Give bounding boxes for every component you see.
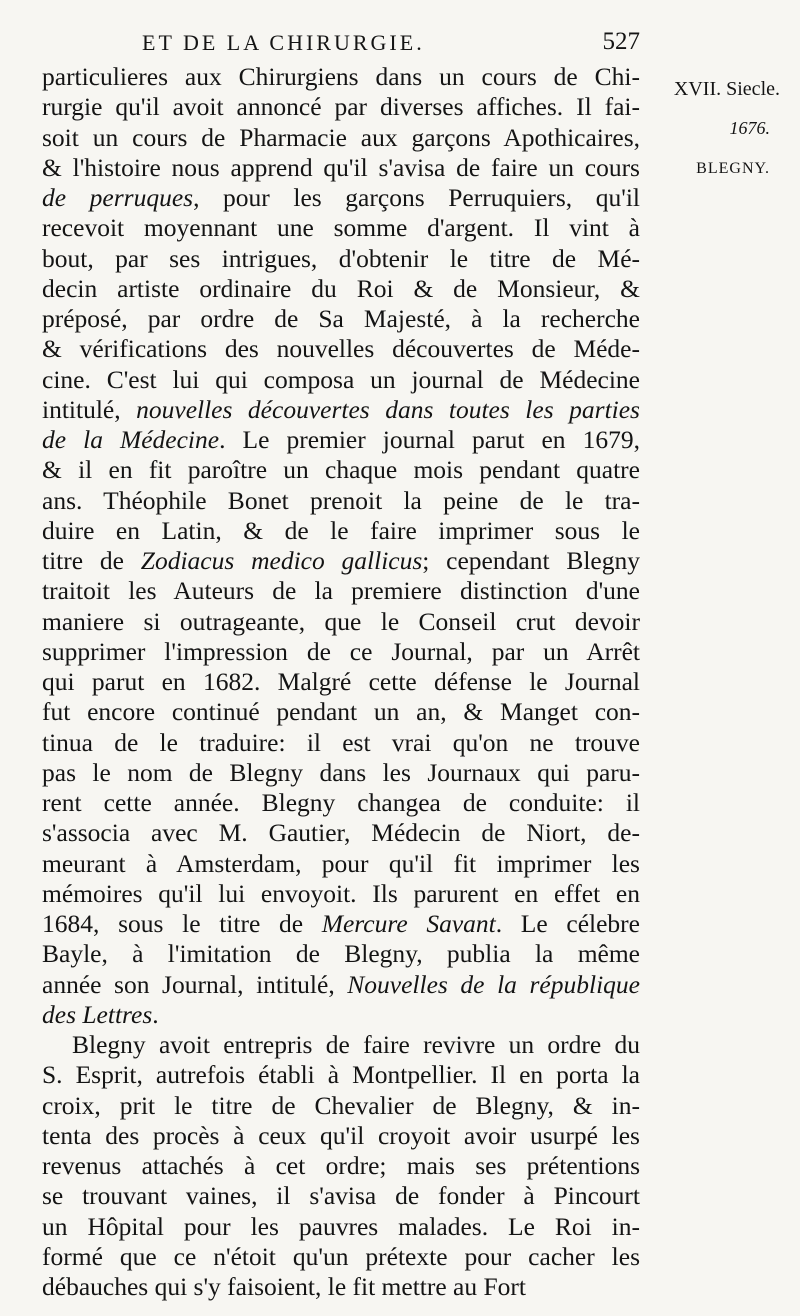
italic-segment: Mercure Savant <box>321 909 496 938</box>
page-header <box>120 26 640 60</box>
text-segment: , pour les garçons Perruquiers, qu'il <box>193 183 640 212</box>
text-segment: soit un cours de Pharmacie aux garçons Apothicaires, <box>42 122 640 152</box>
italic-segment: de la Médecine <box>42 425 220 454</box>
text-segment: se trouvant vaines, il s'avisa de fonder à Pincourt <box>42 1181 640 1211</box>
text-segment: Blegny avoit entrepris de faire revivre un ordre du <box>72 1030 640 1059</box>
text-line <box>42 970 640 1000</box>
text-line <box>42 607 640 637</box>
text-line <box>42 1000 640 1030</box>
text-segment: fut encore continué pendant un an, & Manget con- <box>42 697 640 727</box>
text-segment: rurgie qu'il avoit annoncé par diverses affiches. Il fai- <box>42 92 640 122</box>
text-line <box>42 1060 640 1090</box>
text-line <box>42 1030 640 1060</box>
text-line <box>42 92 640 122</box>
text-segment: meurant à Amsterdam, pour qu'il fit imprimer les <box>42 848 640 878</box>
text-line <box>42 395 640 425</box>
text-line <box>42 62 640 92</box>
text-line <box>42 909 640 939</box>
text-segment: formé que ce n'étoit qu'un prétexte pour cacher les <box>42 1241 640 1271</box>
text-segment: cine. C'est lui qui composa un journal de Médecine <box>42 364 640 394</box>
text-line <box>42 1181 640 1211</box>
text-segment: & il en fit paroître un chaque mois pendant quatre <box>42 455 640 485</box>
text-line <box>42 455 640 485</box>
text-segment: intitulé, <box>42 394 137 424</box>
text-line <box>42 425 640 455</box>
text-line <box>42 244 640 274</box>
text-segment: 1684, sous le titre de <box>42 909 322 938</box>
text-segment: qui parut en 1682. Malgré cette défense le Journal <box>42 667 640 696</box>
text-segment: ; cependant Blegny <box>422 546 641 575</box>
text-segment: supprimer l'impression de ce Journal, par un Arrêt <box>42 636 640 666</box>
text-line <box>42 1091 640 1121</box>
text-segment: année son Journal, intitulé, <box>42 969 348 999</box>
text-segment: débauches qui s'y faisoient, le fit mettre au Fort <box>42 1272 527 1301</box>
text-segment: decin artiste ordinaire du Roi & de Monsieur, & <box>42 273 640 303</box>
text-segment: mémoires qu'il lui envoyoit. Ils parurent en effet en <box>42 878 640 908</box>
text-segment: titre de <box>42 546 141 575</box>
italic-segment: nouvelles découvertes dans toutes les parties <box>136 394 640 424</box>
text-line <box>42 516 640 546</box>
text-line <box>42 697 640 727</box>
text-segment: recevoit moyennant une somme d'argent. Il vint à <box>42 213 640 243</box>
text-line <box>42 1272 640 1302</box>
italic-segment: Zodiacus medico gallicus <box>140 546 423 575</box>
text-segment: préposé, par ordre de Sa Majesté, à la recherche <box>42 304 640 333</box>
text-segment: bout, par ses intrigues, d'obtenir le titre de Mé- <box>42 243 640 273</box>
italic-segment: Nouvelles de la république <box>347 969 640 999</box>
text-line <box>42 183 640 213</box>
text-line <box>42 728 640 758</box>
italic-segment: de perruques <box>42 183 194 212</box>
margin-century: XVII. Siecle. <box>673 78 780 100</box>
text-line <box>42 334 640 364</box>
text-line <box>42 758 640 788</box>
text-line <box>42 213 640 243</box>
italic-segment: des Lettres <box>42 999 153 1029</box>
text-line <box>42 153 640 183</box>
text-segment: ans. Théophile Bonet prenoit la peine de le tra- <box>42 485 640 515</box>
text-segment: traitoit les Auteurs de la premiere distinction d'une <box>42 576 640 606</box>
text-segment: . Le premier journal parut en 1679, <box>219 425 640 454</box>
text-segment: tenta des procès à ceux qu'il croyoit avoir usurpé les <box>42 1120 640 1150</box>
text-segment: un Hôpital pour les pauvres malades. Le Roi in- <box>42 1211 640 1241</box>
text-line <box>42 274 640 304</box>
text-segment: rent cette année. Blegny changea de conduite: il <box>42 788 640 817</box>
text-line <box>42 304 640 334</box>
text-segment: Bayle, à l'imitation de Blegny, publia la même <box>42 939 640 969</box>
text-line <box>42 879 640 909</box>
text-segment: pas le nom de Blegny dans les Journaux qui paru- <box>42 757 640 787</box>
text-segment: duire en Latin, & de le faire imprimer sous le <box>42 515 640 545</box>
text-line <box>42 546 640 576</box>
text-line <box>42 1151 640 1181</box>
text-line <box>42 788 640 818</box>
text-segment: S. Esprit, autrefois établi à Montpellier. Il en porta la <box>42 1060 640 1090</box>
text-line <box>42 365 640 395</box>
running-head: ET DE LA CHIRURGIE. <box>142 30 425 55</box>
text-line <box>42 1242 640 1272</box>
text-segment: revenus attachés à cet ordre; mais ses prétentions <box>42 1151 640 1180</box>
page-number: 527 <box>602 28 640 55</box>
text-segment: & l'histoire nous apprend qu'il s'avisa de faire un cours <box>42 152 640 182</box>
margin-year: 1676. <box>729 118 770 138</box>
text-line <box>42 486 640 516</box>
text-line <box>42 1212 640 1242</box>
text-segment: . Le célebre <box>495 909 640 938</box>
text-segment: croix, prit le titre de Chevalier de Blegny, & in- <box>42 1090 640 1120</box>
text-segment: tinua de le traduire: il est vrai qu'on ne trouve <box>42 727 640 757</box>
text-segment: particulieres aux Chirurgiens dans un cours de Chi- <box>42 62 640 91</box>
text-line <box>42 576 640 606</box>
text-line <box>42 123 640 153</box>
margin-name: BLEGNY. <box>696 160 770 177</box>
text-line <box>42 1121 640 1151</box>
body-text <box>42 62 640 1302</box>
text-line <box>42 849 640 879</box>
text-line <box>42 637 640 667</box>
text-segment: & vérifications des nouvelles découvertes de Méde- <box>42 334 640 364</box>
text-line <box>42 818 640 848</box>
text-line <box>42 939 640 969</box>
text-line <box>42 667 640 697</box>
text-segment: . <box>152 999 159 1029</box>
text-segment: maniere si outrageante, que le Conseil crut devoir <box>42 606 640 636</box>
text-segment: s'associa avec M. Gautier, Médecin de Niort, de- <box>42 818 640 848</box>
